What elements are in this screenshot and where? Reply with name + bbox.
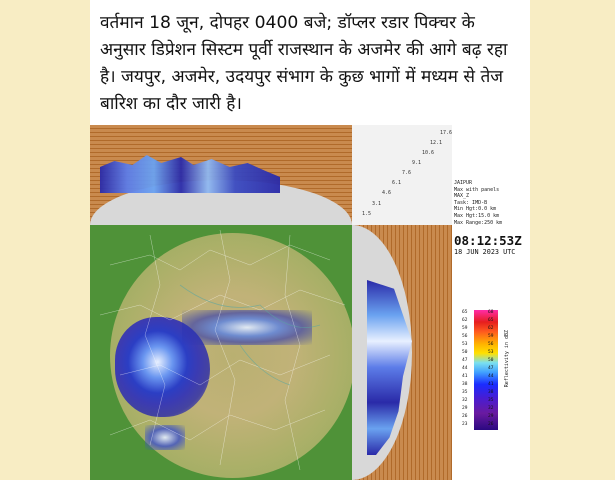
- legend-tick: 47: [462, 358, 468, 363]
- legend-tick: 35: [488, 398, 494, 403]
- radar-station: JAIPUR: [454, 180, 473, 186]
- height-scale-panel: [352, 125, 452, 225]
- height-tick: 3.1: [372, 201, 382, 207]
- legend-color-bar: [474, 310, 486, 430]
- background-left: [0, 0, 90, 480]
- doppler-radar-image[interactable]: [90, 125, 530, 480]
- radar-date: 18 JUN 2023 UTC: [454, 248, 516, 256]
- reflectivity-legend: [458, 310, 528, 430]
- legend-tick: 50: [488, 358, 494, 363]
- top-cross-section: [90, 125, 352, 225]
- legend-tick: 56: [488, 342, 494, 347]
- legend-tick: 62: [488, 326, 494, 331]
- side-cross-section: [352, 225, 452, 480]
- radar-task: Task: IMD-B: [454, 199, 488, 206]
- background-right: [530, 0, 615, 480]
- radar-product: Max with panels: [454, 186, 500, 193]
- legend-tick: 68: [488, 310, 494, 315]
- legend-tick: 53: [488, 350, 494, 355]
- legend-tick: 53: [462, 342, 468, 347]
- height-tick: 7.6: [402, 170, 412, 176]
- legend-tick: 29: [488, 414, 494, 419]
- radar-metadata: [454, 180, 502, 226]
- district-boundaries: [90, 225, 352, 480]
- legend-tick: 38: [488, 390, 494, 395]
- legend-tick: 41: [462, 374, 468, 379]
- legend-tick: 26: [462, 414, 468, 419]
- legend-tick: 35: [462, 390, 468, 395]
- height-tick: 17.6: [440, 130, 453, 136]
- post-caption: वर्तमान 18 जून, दोपहर 0400 बजे; डॉप्लर रडार पिक्चर के अनुसार डिप्रेशन सिस्टम पूर्वी राजस्थान के अजमेर की आगे बढ़ रहा है। जयपुर, अजमेर, उदयपुर संभाग के कुछ भागों में मध्यम से तेज बारिश का दौर जारी है।: [100, 13, 508, 114]
- height-tick: 12.1: [430, 140, 443, 146]
- post-card: [90, 0, 530, 480]
- legend-tick: 56: [462, 334, 468, 339]
- radar-map: [90, 225, 352, 480]
- radar-time: 08:12:53Z: [454, 233, 522, 248]
- legend-tick: 29: [462, 406, 468, 411]
- legend-tick: 44: [488, 374, 494, 379]
- height-tick: 1.5: [362, 211, 372, 217]
- top-reflectivity-profile: [100, 153, 280, 193]
- legend-tick: 44: [462, 366, 468, 371]
- height-tick: 9.1: [412, 160, 422, 166]
- legend-tick: 50: [462, 350, 468, 355]
- height-tick: 10.6: [422, 150, 435, 156]
- legend-tick: 26: [488, 422, 494, 427]
- legend-tick: 32: [488, 406, 494, 411]
- legend-tick: 41: [488, 382, 494, 387]
- radar-info-panel: [452, 125, 530, 480]
- legend-tick: 62: [462, 318, 468, 323]
- legend-title: Reflectivity in dBZ: [504, 330, 510, 388]
- radar-max-range: Max Range:250 km: [454, 219, 503, 226]
- legend-tick: 38: [462, 382, 468, 387]
- legend-tick: 65: [488, 318, 494, 323]
- legend-tick: 23: [462, 422, 468, 427]
- legend-tick: 47: [488, 366, 494, 371]
- height-tick: 6.1: [392, 180, 402, 186]
- legend-tick: 32: [462, 398, 468, 403]
- legend-tick: 65: [462, 310, 468, 315]
- height-tick: 4.6: [382, 190, 392, 196]
- radar-max-height: Max Hgt:15.0 km: [454, 212, 500, 219]
- legend-tick: 59: [462, 326, 468, 331]
- radar-type: MAX_Z: [454, 193, 470, 200]
- legend-tick: 59: [488, 334, 494, 339]
- radar-min-height: Min Hgt:0.0 km: [454, 206, 497, 213]
